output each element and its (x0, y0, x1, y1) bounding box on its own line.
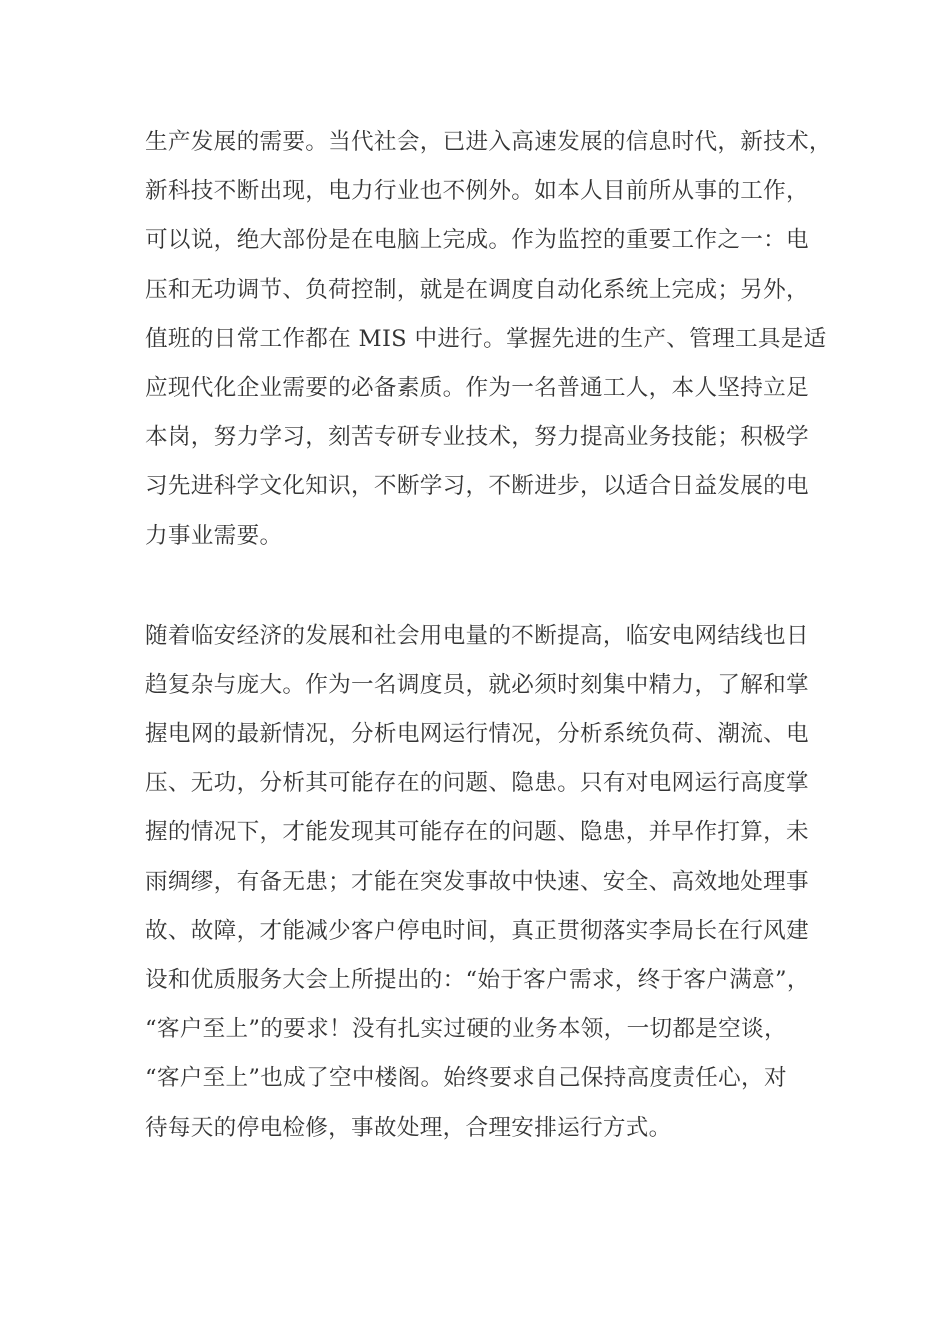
paragraph-1 (145, 122, 835, 565)
text-line: 随着临安经济的发展和社会用电量的不断提高，临安电网结线也日 (145, 622, 809, 649)
text-line: 本岗，努力学习，刻苦专研专业技术，努力提高业务技能；积极学 (145, 424, 809, 451)
document-page (145, 122, 835, 1157)
text-line: 握电网的最新情况，分析电网运行情况，分析系统负荷、潮流、电 (145, 721, 809, 748)
text-line: 设和优质服务大会上所提出的：“始于客户需求，终于客户满意”， (145, 967, 810, 993)
text-line: 雨绸缪，有备无患；才能在突发事故中快速、安全、高效地处理事 (145, 868, 809, 895)
text-line: 可以说，绝大部份是在电脑上完成。作为监控的重要工作之一：电 (145, 227, 809, 254)
paragraph-spacer (145, 565, 835, 616)
text-line: 生产发展的需要。当代社会，已进入高速发展的信息时代，新技术， (145, 129, 832, 155)
text-line: 趋复杂与庞大。作为一名调度员，就必须时刻集中精力，了解和掌 (145, 671, 809, 698)
text-line: 故、故障，才能减少客户停电时间，真正贯彻落实李局长在行风建 (145, 917, 809, 944)
text-line: 值班的日常工作都在 MIS 中进行。掌握先进的生产、管理工具是适 (145, 325, 827, 352)
paragraph-2 (145, 616, 835, 1157)
text-line: 待每天的停电检修，事故处理，合理安排运行方式。 (145, 1114, 672, 1141)
text-line: 压、无功，分析其可能存在的问题、隐患。只有对电网运行高度掌 (145, 770, 809, 797)
text-line: 新科技不断出现，电力行业也不例外。如本人目前所从事的工作， (145, 178, 809, 205)
text-line: “客户至上”的要求！没有扎实过硬的业务本领，一切都是空谈， (145, 1016, 787, 1043)
text-line: 握的情况下，才能发现其可能存在的问题、隐患，并早作打算，未 (145, 819, 809, 846)
text-line: 习先进科学文化知识，不断学习，不断进步，以适合日益发展的电 (145, 473, 809, 500)
text-line: 压和无功调节、负荷控制，就是在调度自动化系统上完成；另外， (145, 276, 809, 303)
text-line: “客户至上”也成了空中楼阁。始终要求自己保持高度责任心，对 (145, 1065, 787, 1092)
text-line: 力事业需要。 (145, 522, 283, 549)
text-line: 应现代化企业需要的必备素质。作为一名普通工人，本人坚持立足 (145, 374, 809, 401)
